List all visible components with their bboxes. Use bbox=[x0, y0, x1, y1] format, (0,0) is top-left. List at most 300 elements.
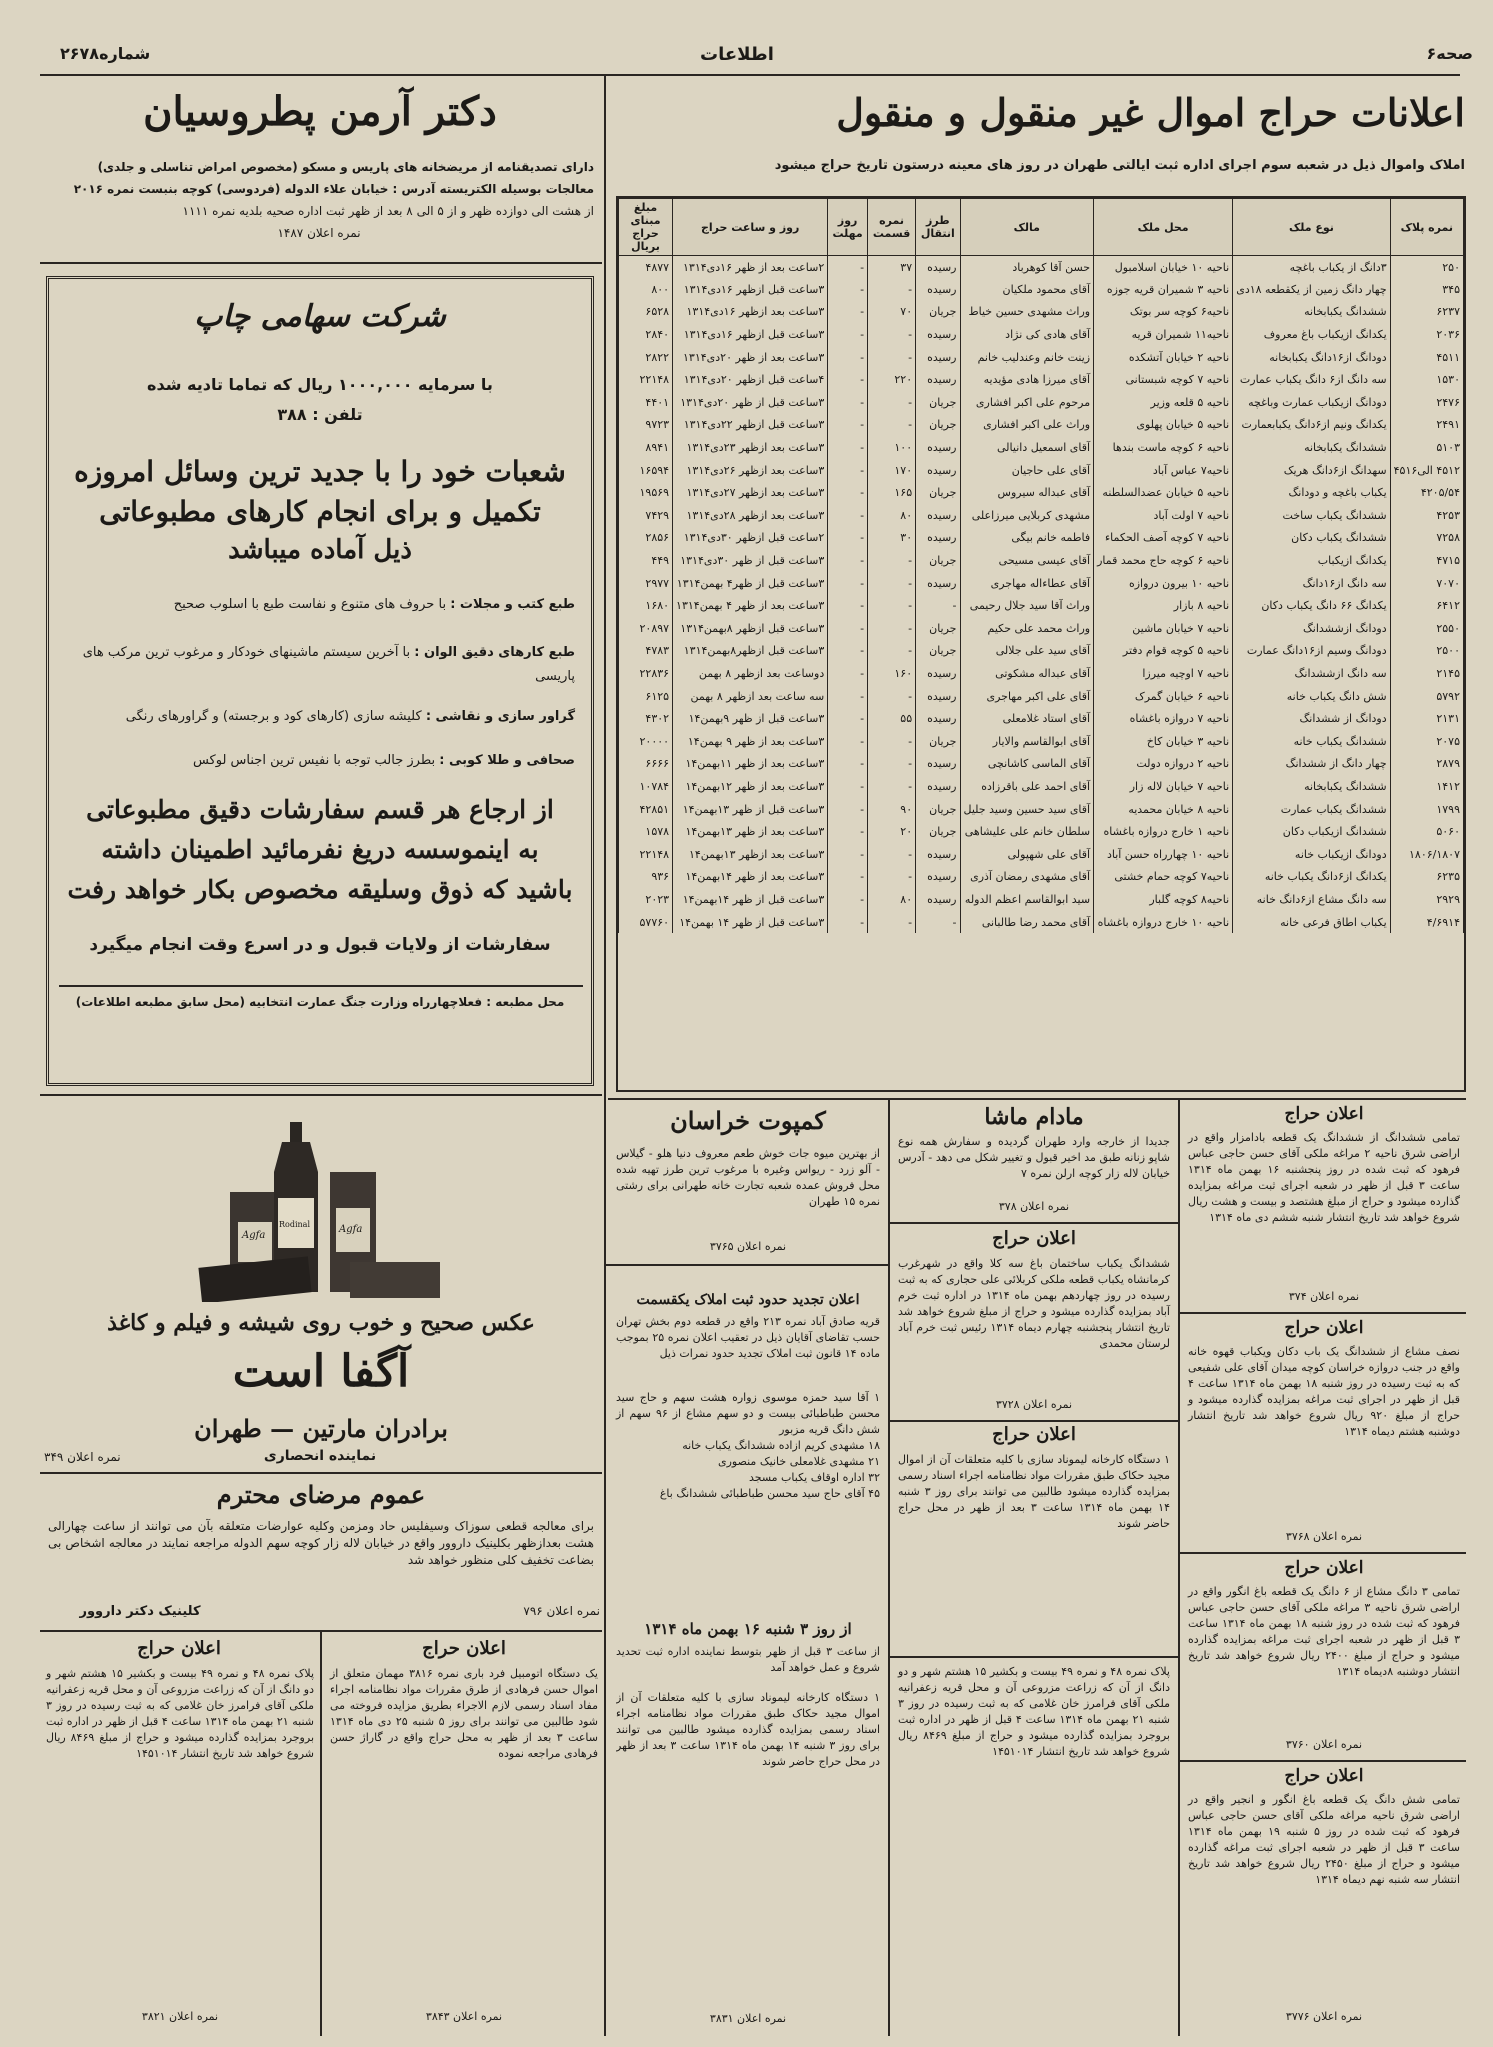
auction-cell: ۳دانگ از یکباب باغچه bbox=[1233, 256, 1390, 279]
tahdid-items bbox=[616, 1390, 880, 1502]
auction-column-header: نوع ملک bbox=[1233, 199, 1390, 256]
auction-cell: دودانگ ازیکباب عمارت وباغچه bbox=[1233, 391, 1390, 414]
kompot-text: از بهترین میوه جات خوش طعم معروف دنیا هلو - گیلاس - آلو زرد - ریواس وغیره با مرغوب ترین طرز تهیه شده محل فروش عمده شعبه تجارت خانه طهرانی برای رشتی نمره ۱۵ طهران bbox=[616, 1147, 880, 1208]
auction-cell: رسیده bbox=[916, 888, 960, 911]
auction-cell: - bbox=[828, 866, 868, 889]
auction-cell: - bbox=[868, 572, 916, 595]
auction-cell: ۹۰ bbox=[868, 798, 916, 821]
auction-cell: ۸۰۰ bbox=[619, 278, 673, 301]
service-label: طبع کارهای دقیق الوان : bbox=[414, 645, 575, 660]
auction-row bbox=[619, 481, 1464, 504]
auction-cell: ۴ساعت قبل ازظهر ۲۰دی۱۳۱۴ bbox=[673, 368, 828, 391]
auction-cell: ۳ساعت بعد از ظهر ۱۴بهمن۱۴ bbox=[673, 866, 828, 889]
auction-cell: ۴۴۹ bbox=[619, 549, 673, 572]
notice-1-number: نمره اعلان ۳۷۴ bbox=[1288, 1290, 1360, 1303]
auction-cell: ششدانگ یکبابخانه bbox=[1233, 301, 1390, 324]
auction-cell: - bbox=[868, 346, 916, 369]
auction-row bbox=[619, 256, 1464, 279]
auction-cell: ۳ساعت بعد از ظهر ۱۳بهمن۱۴ bbox=[673, 820, 828, 843]
auction-cell: ناحیه ۶ خیابان گمرک bbox=[1094, 685, 1233, 708]
auction-cell: یکدانگ ۶۶ دانگ یکباب دکان bbox=[1233, 594, 1390, 617]
auction-column-header: روز مهلت bbox=[828, 199, 868, 256]
auction-cell: - bbox=[828, 346, 868, 369]
auction-cell: ۲۹۲۹ bbox=[1390, 888, 1463, 911]
auction-cell: ۲۸۴۰ bbox=[619, 323, 673, 346]
auction-cell: سه دانگ از۶ دانگ یکباب عمارت bbox=[1233, 368, 1390, 391]
auction-cell: ۳ساعت قبل از ظهر۴ بهمن۱۳۱۴ bbox=[673, 572, 828, 595]
khorram-text: ششدانگ یکباب ساختمان باغ سه کلا واقع در شهرغرب کرمانشاه یکباب قطعه ملکی کربلائی علی حجاری که به ثبت رسیده در روز چهاردهم بهمن ماه ۱۳۱۴ در اداره ثبت خرم آباد بمزایده گذارده میشود و حراج از مبلغ شروع خواهد شد تاریخ انتشار پنجشنبه چهارم دیماه ۱۳۱۴ رئیس ثبت خرم آباد لرستان محمدی bbox=[898, 1257, 1170, 1350]
auction-cell: - bbox=[828, 368, 868, 391]
auction-cell: - bbox=[828, 549, 868, 572]
auction-row bbox=[619, 301, 1464, 324]
auction-cell: آقای میرزا هادی مؤیدیه bbox=[960, 368, 1094, 391]
auction-cell: یکدانگ ازیکباب باغ معروف bbox=[1233, 323, 1390, 346]
auction-cell: آقای مشهدی رمضان آذری bbox=[960, 866, 1094, 889]
auction-cell: ناحیه ۷ اوچیه میرزا bbox=[1094, 662, 1233, 685]
auction-cell: چهار دانگ از ششدانگ bbox=[1233, 753, 1390, 776]
auction-cell: - bbox=[828, 414, 868, 437]
film-box bbox=[198, 1256, 311, 1302]
column-divider bbox=[604, 76, 606, 2036]
auction-cell: دوساعت بعد ازظهر ۸ بهمن bbox=[673, 662, 828, 685]
auction-cell: آقای عیسی مسیحی bbox=[960, 549, 1094, 572]
auction-cell: آقای اسمعیل دانیالی bbox=[960, 436, 1094, 459]
auction-cell: ۱۹۵۶۹ bbox=[619, 481, 673, 504]
auction-column-header: نمره قسمت bbox=[868, 199, 916, 256]
auction-cell: ناحیه ۱۰ بیرون دروازه bbox=[1094, 572, 1233, 595]
auction-cell: ۳ساعت قبل ازظهر ۲۲دی۱۳۱۴ bbox=[673, 414, 828, 437]
auction-cell: - bbox=[828, 594, 868, 617]
notice-4-title: اعلان حراج bbox=[1284, 1766, 1364, 1786]
auction-cell: رسیده bbox=[916, 459, 960, 482]
auction-cell: ۳ساعت قبل از ظهر ۱۳بهمن۱۴ bbox=[673, 798, 828, 821]
agfa-ad-number: نمره اعلان ۳۴۹ bbox=[44, 1450, 121, 1464]
auction-column-header: روز و ساعت حراج bbox=[673, 199, 828, 256]
auction-cell: ششدانگ یکباب ساخت bbox=[1233, 504, 1390, 527]
auction-cell: یکدانگ ازیکباب bbox=[1233, 549, 1390, 572]
auction-cell: - bbox=[828, 527, 868, 550]
hashemi-title: اعلان حراج bbox=[137, 1638, 221, 1659]
auction-cell: ۳۴۵ bbox=[1390, 278, 1463, 301]
agfa-rule bbox=[40, 1472, 602, 1474]
auction-row bbox=[619, 504, 1464, 527]
auction-column-header: نمره پلاک bbox=[1390, 199, 1463, 256]
doctor-ad-number: نمره اعلان ۱۴۸۷ bbox=[277, 226, 361, 240]
auction-cell: آقای علی شهپولی bbox=[960, 843, 1094, 866]
auction-cell: مشهدی کربلایی میرزاعلی bbox=[960, 504, 1094, 527]
auction-cell: ناحیه ۷ دروازه باغشاه bbox=[1094, 707, 1233, 730]
auction-column-header: مبلغ مبنای حراج بریال bbox=[619, 199, 673, 256]
auction-cell: ناحیه۷ کوچه حمام خشتی bbox=[1094, 866, 1233, 889]
auction-row bbox=[619, 527, 1464, 550]
tahdid-text: قریه صادق آباد نمره ۲۱۳ واقع در قطعه دوم بخش تهران حسب تقاضای آقایان ذیل در تعقیب اعلان نمره ۲۵ بموجب ماده ۱۴ قانون ثبت املاک تجدید حدود نمرات ذیل bbox=[616, 1315, 880, 1360]
auction-cell: ۵۱۰۳ bbox=[1390, 436, 1463, 459]
auction-cell: جریان bbox=[916, 798, 960, 821]
auction-cell: سهدانگ از۶دانگ هریک bbox=[1233, 459, 1390, 482]
hashemi-ad-number: نمره اعلان ۳۸۲۱ bbox=[141, 2010, 219, 2023]
auction-cell: ۱۷۹۹ bbox=[1390, 798, 1463, 821]
auction-cell: رسیده bbox=[916, 436, 960, 459]
hashemi-text-right: پلاک نمره ۴۸ و نمره ۴۹ بیست و بکشیر ۱۵ هشتم شهر و دو دانگ از آن که زراعت مزروعی آن و محل قریه زعفرانیه ملکی آقای فرامرز خان غلامی که به ثبت رسیده در روز ۳ شنبه ۲۱ بهمن ماه ۱۳۱۴ ساعت ۴ قبل از ظهر در اداره ثبت بروجرد بمزایده گذارده میشود و حراج از مبلغ ۸۴۶۹ ریال شروع خواهد شد تاریخ انتشار ۱۴۵۱۰۱۴ bbox=[898, 1665, 1170, 1758]
auction-cell: - bbox=[828, 459, 868, 482]
auction-cell: یکباب باغچه و دودانگ bbox=[1233, 481, 1390, 504]
auction-cell: ۳۰ bbox=[868, 527, 916, 550]
auction-cell: رسیده bbox=[916, 278, 960, 301]
lemonade-rule bbox=[890, 1656, 1178, 1658]
auction-cell: ناحیه۶ کوچه سر بوتک bbox=[1094, 301, 1233, 324]
agfa-rep: نماینده انحصاری bbox=[263, 1448, 377, 1464]
auction-cell: ناحیه۱۱ شمیران قریه bbox=[1094, 323, 1233, 346]
auction-cell: مرحوم علی اکبر افشاری bbox=[960, 391, 1094, 414]
auction-row bbox=[619, 775, 1464, 798]
auction-cell: ناحیه۸ کوچه گلبار bbox=[1094, 888, 1233, 911]
auction-cell: - bbox=[868, 640, 916, 663]
auction-cell: فاطمه خانم بیگی bbox=[960, 527, 1094, 550]
service-text: کلیشه سازی (کارهای کود و برجسته) و گراورهای رنگی bbox=[125, 709, 422, 724]
auction-cell: ۷۲۵۸ bbox=[1390, 527, 1463, 550]
notice-1-rule bbox=[1180, 1312, 1466, 1314]
auction-cell: - bbox=[828, 256, 868, 279]
auction-cell: ۳ساعت بعد ازظهر ۲۸دی۱۳۱۴ bbox=[673, 504, 828, 527]
kompot-title: کمپوت خراسان bbox=[670, 1106, 826, 1135]
auction-cell: ناحیه ۱۰ چهارراه حسن آباد bbox=[1094, 843, 1233, 866]
auction-cell: - bbox=[828, 843, 868, 866]
tahdid-title: اعلان تجدید حدود ثبت املاک یکقسمت bbox=[636, 1292, 860, 1308]
kompot-rule bbox=[606, 1264, 888, 1266]
auction-cell: - bbox=[868, 866, 916, 889]
service-label: طبع کتب و مجلات : bbox=[450, 597, 575, 612]
paper-name: اطلاعات bbox=[700, 44, 774, 65]
auction-cell: ۴۲۰۵/۵۴ bbox=[1390, 481, 1463, 504]
auction-cell: - bbox=[868, 911, 916, 934]
print-headline-3: ذیل آماده میباشد bbox=[228, 535, 412, 565]
madam-rule bbox=[890, 1222, 1178, 1224]
auction-cell: دودانگ از ششدانگ bbox=[1233, 707, 1390, 730]
auction-cell: ۶۲۳۵ bbox=[1390, 866, 1463, 889]
auction-cell: - bbox=[828, 730, 868, 753]
auction-cell: ۱۸۰۶/۱۸۰۷ bbox=[1390, 843, 1463, 866]
auction-column-header: مالک bbox=[960, 199, 1094, 256]
auction-cell: ۲۴۷۶ bbox=[1390, 391, 1463, 414]
notice-3-rule bbox=[1180, 1760, 1466, 1762]
auction-cell: رسیده bbox=[916, 707, 960, 730]
auction-cell: آقای محمد رضا طالبانی bbox=[960, 911, 1094, 934]
auction-cell: - bbox=[916, 594, 960, 617]
auction-cell: جریان bbox=[916, 820, 960, 843]
auction-cell: - bbox=[828, 504, 868, 527]
auction-cell: ۲۲۸۳۶ bbox=[619, 662, 673, 685]
auction-cell: سه دانگ از۱۶دانگ bbox=[1233, 572, 1390, 595]
auction-cell: - bbox=[868, 753, 916, 776]
auction-cell: وراث آقا سید جلال رحیمی bbox=[960, 594, 1094, 617]
auction-cell: ۲۰۰۰۰ bbox=[619, 730, 673, 753]
auction-cell: - bbox=[828, 685, 868, 708]
auction-cell: ششدانگ ازیکباب دکان bbox=[1233, 820, 1390, 843]
auction-cell: ۲۲۰ bbox=[868, 368, 916, 391]
lemonade-text-right: ۱ دستگاه کارخانه لیموناد سازی با کلیه متعلقات آن از اموال مجید حکاک طبق مقررات مواد نظامنامه اجراء اسناد رسمی بمزایده گذارده میشود طالبین می توانند برای روز ۳ شنبه ۱۴ بهمن ماه ۱۳۱۴ ساعت ۳ بعد از ظهر در محل حراج حاضر شوند bbox=[898, 1453, 1171, 1530]
auction-cell: - bbox=[828, 662, 868, 685]
notice-2-title: اعلان حراج bbox=[1284, 1318, 1364, 1338]
lemonade-ad-number: نمره اعلان ۳۸۳۱ bbox=[709, 2012, 787, 2025]
auction-cell: ناحیه ۷ خیابان لاله زار bbox=[1094, 775, 1233, 798]
auction-cell: ۹۷۲۳ bbox=[619, 414, 673, 437]
auction-cell: ۲ساعت بعد از ظهر ۱۶دی۱۳۱۴ bbox=[673, 256, 828, 279]
auction-cell: - bbox=[828, 436, 868, 459]
tahdid-item: ۱ آقا سید حمزه موسوی زواره هشت سهم و حاج سید محسن طباطبائی بیست و دو سهم مشاع از ۹۶ سهم از شش دانگ قریه مزبور bbox=[616, 1391, 880, 1436]
auction-cell: ناحیه ۶ کوچه ماست بندها bbox=[1094, 436, 1233, 459]
auction-cell: ۹۳۶ bbox=[619, 866, 673, 889]
auction-cell: جریان bbox=[916, 391, 960, 414]
patients-title: عموم مرضای محترم bbox=[216, 1480, 426, 1509]
auction-cell: - bbox=[828, 911, 868, 934]
lemonade-title: اعلان حراج bbox=[992, 1424, 1076, 1445]
auction-cell: ۷۴۲۹ bbox=[619, 504, 673, 527]
auction-cell: - bbox=[828, 481, 868, 504]
auction-cell: سه دانگ مشاع از۶دانگ خانه bbox=[1233, 888, 1390, 911]
print-phone: تلفن : ۳۸۸ bbox=[277, 405, 363, 424]
print-headline-2: تکمیل و برای انجام کارهای مطبوعاتی bbox=[99, 495, 541, 528]
auction-cell: - bbox=[828, 278, 868, 301]
auction-cell: - bbox=[828, 707, 868, 730]
auction-row bbox=[619, 414, 1464, 437]
auction-row bbox=[619, 391, 1464, 414]
paper-box bbox=[350, 1262, 440, 1298]
issue-label: شماره۲۶۷۸ bbox=[60, 44, 151, 63]
agfa-product-illustration bbox=[190, 1112, 450, 1302]
auction-cell: ناحیه ۱۰ خارج دروازه باغشاه bbox=[1094, 911, 1233, 934]
auction-row bbox=[619, 323, 1464, 346]
auction-table-header bbox=[619, 199, 1464, 256]
auction-row bbox=[619, 617, 1464, 640]
auction-cell: ۴۲۵۳ bbox=[1390, 504, 1463, 527]
auction-cell: - bbox=[828, 753, 868, 776]
doctor-line-2: معالجات بوسیله الکتریسته آدرس : خیابان علاء الدوله (فردوسی) کوچه بنبست نمره ۲۰۱۶ bbox=[73, 182, 594, 196]
auction-cell: رسیده bbox=[916, 775, 960, 798]
auction-row bbox=[619, 594, 1464, 617]
auction-cell: - bbox=[868, 414, 916, 437]
auction-cell: یکدانگ ونیم از۶دانگ یکبابعمارت bbox=[1233, 414, 1390, 437]
auction-cell: ۳ساعت بعد ازظهر ۲۷دی۱۳۱۴ bbox=[673, 481, 828, 504]
print-headline-1: شعبات خود را با جدید ترین وسائل امروزه bbox=[74, 455, 566, 488]
auction-cell: - bbox=[828, 301, 868, 324]
auction-bottom-rule bbox=[608, 1098, 1466, 1100]
middle-divider-1 bbox=[888, 1100, 890, 2036]
service-1 bbox=[65, 597, 575, 612]
auction-cell: آقای علی حاجیان bbox=[960, 459, 1094, 482]
bottle-label-text: Agfa bbox=[339, 1224, 363, 1235]
auction-cell: جریان bbox=[916, 730, 960, 753]
auction-cell: سه ساعت بعد ازظهر ۸ بهمن bbox=[673, 685, 828, 708]
auction-cell: دودانگ از۱۶دانگ یکبابخانه bbox=[1233, 346, 1390, 369]
madam-text: جدیدا از خارجه وارد طهران گردیده و سفارش همه نوع شاپو زنانه طبق مد اخیر قبول و تغییر شکل می دهد - آدرس خیابان لاله زار کوچه ارلن نمره ۷ bbox=[898, 1135, 1170, 1180]
auction-cell: ۳ساعت بعد از ظهر ۱۱بهمن۱۴ bbox=[673, 753, 828, 776]
auction-cell: ۲۰ bbox=[868, 820, 916, 843]
auction-cell: ۲۲۱۴۸ bbox=[619, 368, 673, 391]
auction-cell: ۴۴۰۱ bbox=[619, 391, 673, 414]
auction-cell: ۱۶۵ bbox=[868, 481, 916, 504]
auction-cell: - bbox=[828, 820, 868, 843]
auction-cell: - bbox=[828, 323, 868, 346]
auction-cell: - bbox=[916, 911, 960, 934]
auction-cell: رسیده bbox=[916, 685, 960, 708]
auction-cell: - bbox=[828, 888, 868, 911]
auction-cell: جریان bbox=[916, 301, 960, 324]
agfa-dealer: برادران مارتین — طهران bbox=[194, 1414, 448, 1443]
auction-cell: ۱۴۱۲ bbox=[1390, 775, 1463, 798]
auction-cell: ششدانگ یکبابخانه bbox=[1233, 775, 1390, 798]
auction-cell: ۲۸۲۲ bbox=[619, 346, 673, 369]
khorram-ad-number: نمره اعلان ۳۷۲۸ bbox=[995, 1398, 1073, 1411]
notice-4-number: نمره اعلان ۳۷۷۶ bbox=[1285, 2010, 1363, 2023]
auction-cell: ناحیه ۷ کوچه شبستانی bbox=[1094, 368, 1233, 391]
auction-cell: ۱۶۸۰ bbox=[619, 594, 673, 617]
auction-cell: وراث علی اکبر افشاری bbox=[960, 414, 1094, 437]
auction-cell: آقای هادی کی نژاد bbox=[960, 323, 1094, 346]
agfa-bottles-image bbox=[190, 1112, 450, 1302]
auction-cell: ۴۵۱۲ الی۴۵۱۶ bbox=[1390, 459, 1463, 482]
auction-cell: ۲۵۰۰ bbox=[1390, 640, 1463, 663]
auction-cell: ۳ساعت قبل از ظهر ۳۰دی۱۳۱۴ bbox=[673, 549, 828, 572]
auction-row bbox=[619, 820, 1464, 843]
agfa-tagline: عکس صحیح و خوب روی شیشه و فیلم و کاغذ bbox=[107, 1310, 535, 1336]
auction-cell: آقای سید حسین وسید جلیل bbox=[960, 798, 1094, 821]
bottle-left-label bbox=[238, 1222, 272, 1262]
auction-cell: ۲ساعت قبل ازظهر ۳۰دی۱۳۱۴ bbox=[673, 527, 828, 550]
doctor-name: دکتر آرمن پطروسیان bbox=[143, 88, 497, 135]
auction-cell: ۱۷۰ bbox=[868, 459, 916, 482]
auction-cell: دودانگ ازیکباب خانه bbox=[1233, 843, 1390, 866]
auction-cell: جریان bbox=[916, 549, 960, 572]
auction-cell: حسن آقا کوهرباد bbox=[960, 256, 1094, 279]
auction-cell: ۲۸۵۶ bbox=[619, 527, 673, 550]
auction-cell: رسیده bbox=[916, 256, 960, 279]
auction-cell: ۲۹۷۷ bbox=[619, 572, 673, 595]
auction-cell: ناحیه ۲ دروازه دولت bbox=[1094, 753, 1233, 776]
auction-cell: ناحیه ۵ قلعه وزیر bbox=[1094, 391, 1233, 414]
auction-cell: ۳ساعت قبل از ظهر ۲۰دی۱۳۱۴ bbox=[673, 391, 828, 414]
auction-cell: ۸۹۴۱ bbox=[619, 436, 673, 459]
auction-cell: رسیده bbox=[916, 572, 960, 595]
auction-cell: ۵۷۷۶۰ bbox=[619, 911, 673, 934]
auction-cell: ۵۷۹۲ bbox=[1390, 685, 1463, 708]
auction-row bbox=[619, 843, 1464, 866]
agfa-brand: آگفا است bbox=[232, 1346, 410, 1397]
tahdid-item: ۱۸ مشهدی کریم ازاده ششدانگ یکباب خانه bbox=[682, 1439, 880, 1452]
auction-cell: - bbox=[868, 278, 916, 301]
print-pitch-1: از ارجاع هر قسم سفارشات دقیق مطبوعاتی bbox=[86, 795, 554, 824]
bottle-label-text: Rodinal bbox=[279, 1220, 310, 1229]
auction-cell: ۶۶۶۶ bbox=[619, 753, 673, 776]
auction-row bbox=[619, 888, 1464, 911]
auction-cell: - bbox=[828, 640, 868, 663]
service-label: صحافی و طلا کوبی : bbox=[439, 753, 575, 768]
auction-cell: آقای سید علی جلالی bbox=[960, 640, 1094, 663]
auction-cell: ۲۵۰ bbox=[1390, 256, 1463, 279]
lemonade-auction-text: ۱ دستگاه کارخانه لیموناد سازی با کلیه متعلقات آن از اموال مجید حکاک طبق مقررات مواد نظامنامه اجراء اسناد رسمی بمزایده گذارده میشود طالبین می توانند برای روز ۳ شنبه ۱۴ بهمن ماه ۱۳۱۴ ساعت ۳ بعد از ظهر در محل حراج حاضر شوند bbox=[616, 1691, 880, 1768]
auction-cell: ناحیه ۷ کوچه آصف الحکماء bbox=[1094, 527, 1233, 550]
auction-cell: آقای ابوالقاسم والایار bbox=[960, 730, 1094, 753]
auction-cell: ششدانگ یکبابخانه bbox=[1233, 436, 1390, 459]
auction-cell: آقای احمد علی باقرزاده bbox=[960, 775, 1094, 798]
auction-cell: ۷۰ bbox=[868, 301, 916, 324]
madam-ad-number: نمره اعلان ۳۷۸ bbox=[998, 1200, 1070, 1213]
auction-cell: ۲۰۳۶ bbox=[1390, 323, 1463, 346]
auction-cell: وراث مشهدی حسین خیاط bbox=[960, 301, 1094, 324]
auction-cell: ۲۱۳۱ bbox=[1390, 707, 1463, 730]
auction-cell: ۴۳۰۲ bbox=[619, 707, 673, 730]
auction-cell: جریان bbox=[916, 640, 960, 663]
auction-cell: ۴۵۱۱ bbox=[1390, 346, 1463, 369]
notice-3-title: اعلان حراج bbox=[1284, 1558, 1364, 1578]
auction-cell: - bbox=[868, 775, 916, 798]
bottle-label-text: Agfa bbox=[242, 1230, 266, 1241]
print-ad-rule bbox=[40, 1094, 602, 1096]
auction-cell: رسیده bbox=[916, 662, 960, 685]
auction-cell: زینت خانم وعندلیب خانم bbox=[960, 346, 1094, 369]
auction-cell: ۷۰۷۰ bbox=[1390, 572, 1463, 595]
auction-title: اعلانات حراج اموال غیر منقول و منقول bbox=[836, 90, 1465, 135]
auction-cell: دودانگ وسیم از۱۶دانگ عمارت bbox=[1233, 640, 1390, 663]
auction-cell: آقای استاد غلامعلی bbox=[960, 707, 1094, 730]
auction-row bbox=[619, 911, 1464, 934]
auction-row bbox=[619, 662, 1464, 685]
tahdid-date: از روز ۳ شنبه ۱۶ بهمن ماه ۱۳۱۴ bbox=[644, 1620, 852, 1638]
auction-row bbox=[619, 368, 1464, 391]
auction-subtitle: املاک واموال ذیل در شعبه سوم اجرای اداره ثبت ایالتی طهران در روز های معینه درستون تاریخ حراج میشود bbox=[774, 158, 1465, 173]
service-4 bbox=[65, 753, 575, 768]
auction-cell: ۲۵۵۰ bbox=[1390, 617, 1463, 640]
auction-table bbox=[618, 198, 1464, 933]
auction-cell: ۸۰ bbox=[868, 888, 916, 911]
doctor-line-3: از هشت الی دوازده ظهر و از ۵ الی ۸ بعد از ظهر ثبت اداره صحیه بلدیه نمره ۱۱۱۱ bbox=[182, 204, 594, 218]
auction-cell: ناحیه ۲ خیابان آتشکده bbox=[1094, 346, 1233, 369]
auction-cell: ۱۶۵۹۴ bbox=[619, 459, 673, 482]
auction-row bbox=[619, 640, 1464, 663]
auction-cell: ۴۲۸۵۱ bbox=[619, 798, 673, 821]
auction-cell: ۳ساعت قبل ازظهر۸بهمن۱۳۱۴ bbox=[673, 640, 828, 663]
auction-column-header: محل ملک bbox=[1094, 199, 1233, 256]
auction-cell: - bbox=[828, 617, 868, 640]
auction-cell: چهار دانگ زمین از یکقطعه ۱۸دی bbox=[1233, 278, 1390, 301]
auction-cell: ۳ساعت بعد از ظهر ۹ بهمن۱۴ bbox=[673, 730, 828, 753]
auction-cell: ۲۰۷۵ bbox=[1390, 730, 1463, 753]
auction-cell: ۱۶۰ bbox=[868, 662, 916, 685]
madam-title: مادام ماشا bbox=[984, 1104, 1084, 1130]
auction-cell: رسیده bbox=[916, 323, 960, 346]
auction-cell: رسیده bbox=[916, 527, 960, 550]
auction-table-box bbox=[616, 196, 1466, 1092]
patients-ad-number: نمره اعلان ۷۹۶ bbox=[523, 1604, 600, 1618]
auction-cell: - bbox=[828, 391, 868, 414]
notice-1-text: تمامی ششدانگ از ششدانگ یک قطعه بادامزار واقع در اراضی شرق ناحیه ۲ مراغه ملکی آقای حسن حاجی عباس فرهود که ثبت شده در روز پنجشنبه ۱۶ بهمن ماه ۱۳۱۴ ساعت ۳ قبل از ظهر در شعبه اجرای ثبت مراغه بمزایده گذارده میشود و حراج از مبلغ هشتصد و بیست و هشت ریال شروع خواهد شد تاریخ انتشار شنبه ششم دی ماه ۱۳۱۴ bbox=[1188, 1131, 1460, 1224]
service-2 bbox=[65, 641, 575, 689]
auction-column-header: طرز انتقال bbox=[916, 199, 960, 256]
auction-cell: ناحیه ۷ اولت آباد bbox=[1094, 504, 1233, 527]
service-text: با آخرین سیستم ماشینهای خودکار و مرغوب ترین مرکب های پاریسی bbox=[82, 645, 575, 684]
auction-cell: ۳ساعت قبل از ظهر ۱۴بهمن۱۴ bbox=[673, 888, 828, 911]
auction-cell: ۵۵ bbox=[868, 707, 916, 730]
auction-cell: ۲۸۷۹ bbox=[1390, 753, 1463, 776]
auction-cell: ۳ساعت قبل ازظهر ۸بهمن۱۳۱۴ bbox=[673, 617, 828, 640]
auction-row bbox=[619, 866, 1464, 889]
auction-cell: ۱۵۷۸ bbox=[619, 820, 673, 843]
auction-cell: - bbox=[868, 549, 916, 572]
auction-cell: ۱۰۰ bbox=[868, 436, 916, 459]
auction-cell: ششدانگ یکباب دکان bbox=[1233, 527, 1390, 550]
auction-cell: رسیده bbox=[916, 346, 960, 369]
auction-cell: رسیده bbox=[916, 866, 960, 889]
auction-row bbox=[619, 798, 1464, 821]
